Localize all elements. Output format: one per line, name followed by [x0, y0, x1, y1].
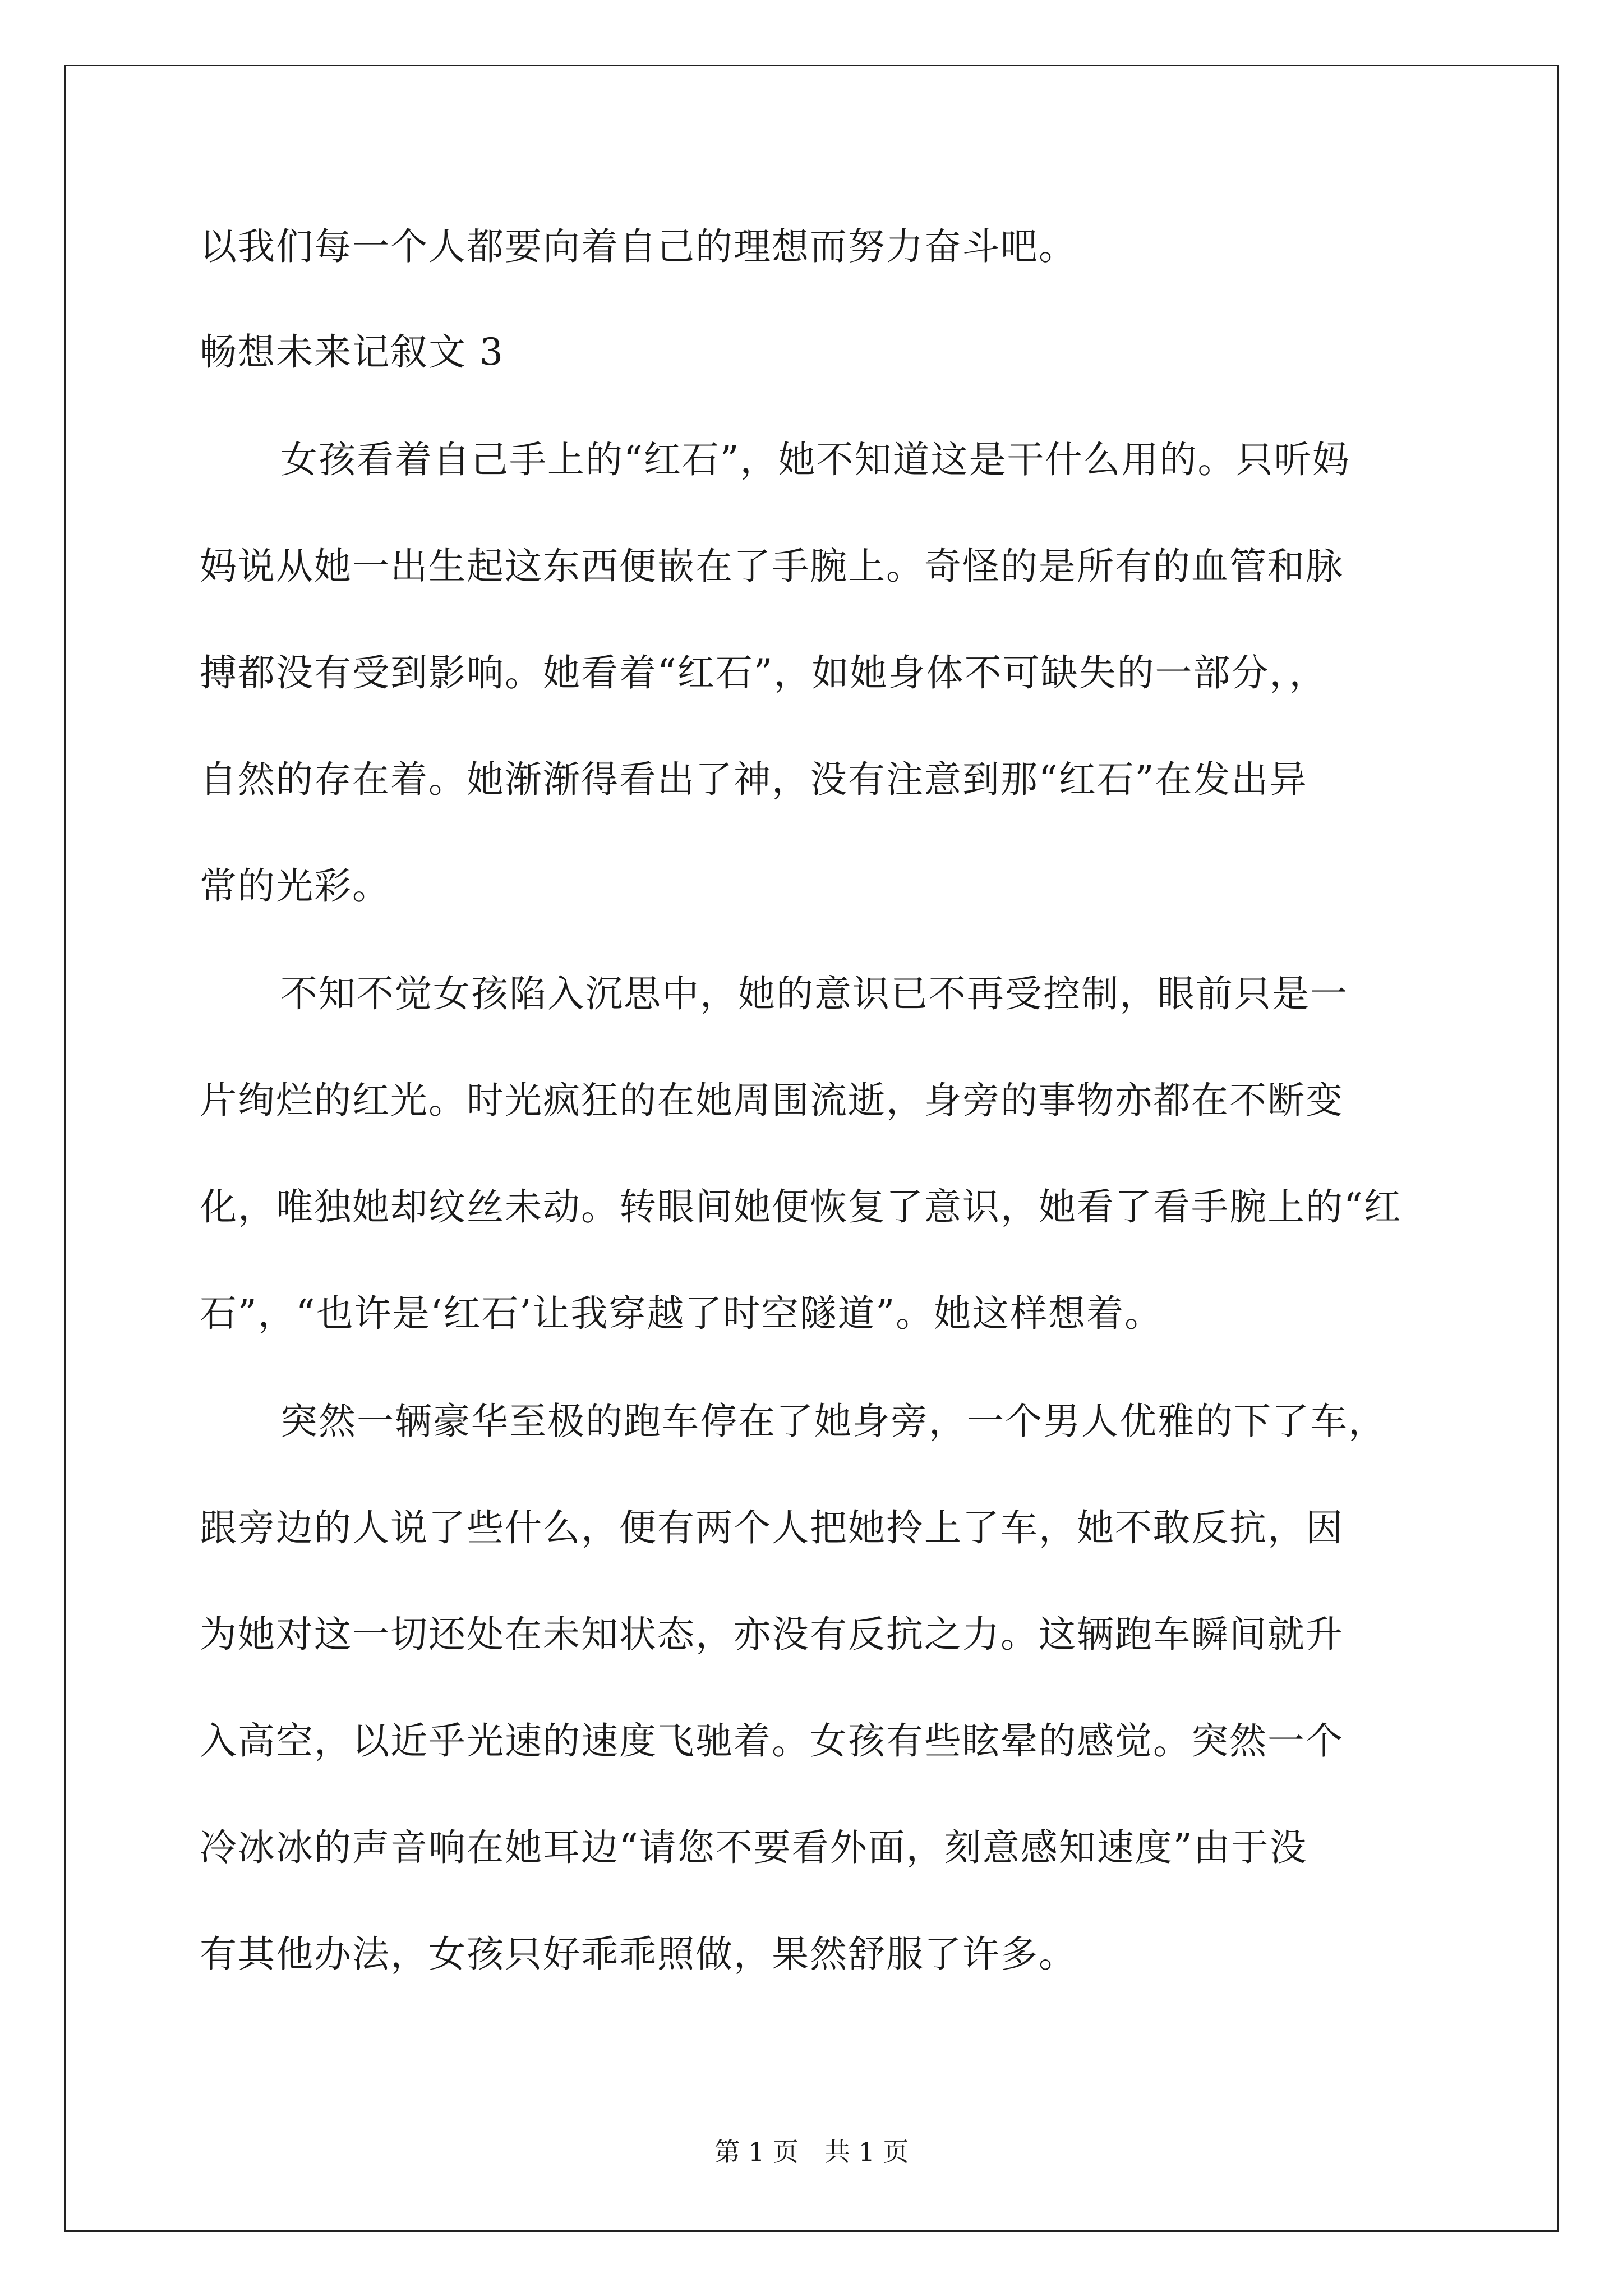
section-heading: 畅想未来记叙文 3 — [200, 330, 504, 374]
paragraph-line: 不知不觉女孩陷入沉思中，她的意识已不再受控制，眼前只是一 — [280, 972, 1348, 1015]
paragraph-line: 妈说从她一出生起这东西便嵌在了手腕上。奇怪的是所有的血管和脉 — [200, 545, 1344, 588]
paragraph-line: 女孩看着自己手上的“红石”，她不知道这是干什么用的。只听妈 — [280, 438, 1350, 481]
paragraph-line: 化，唯独她却纹丝未动。转眼间她便恢复了意识，她看了看手腕上的“红 — [200, 1185, 1402, 1228]
paragraph-line: 突然一辆豪华至极的跑车停在了她身旁，一个男人优雅的下了车， — [280, 1400, 1386, 1443]
paragraph-line: 常的光彩。 — [200, 864, 390, 908]
paragraph-line: 跟旁边的人说了些什么，便有两个人把她拎上了车，她不敢反抗，因 — [200, 1506, 1344, 1549]
paragraph-line: 为她对这一切还处在未知状态，亦没有反抗之力。这辆跑车瞬间就升 — [200, 1613, 1344, 1656]
page-border — [64, 65, 1559, 2232]
page-number: 第 1 页 共 1 页 — [714, 2137, 909, 2167]
paragraph-line: 入高空，以近乎光速的速度飞驰着。女孩有些眩晕的感觉。突然一个 — [200, 1719, 1344, 1763]
paragraph-line: 石”，“也许是‘红石’让我穿越了时空隧道”。她这样想着。 — [200, 1292, 1163, 1335]
paragraph-line: 冷冰冰的声音响在她耳边“请您不要看外面，刻意感知速度”由于没 — [200, 1826, 1308, 1869]
paragraph-line: 搏都没有受到影响。她看着“红石”，如她身体不可缺失的一部分，， — [200, 651, 1327, 694]
paragraph-line: 自然的存在着。她渐渐得看出了神，没有注意到那“红石”在发出异 — [200, 758, 1308, 801]
paragraph-line: 以我们每一个人都要向着自己的理想而努力奋斗吧。 — [200, 225, 1077, 268]
paragraph-line: 有其他办法，女孩只好乖乖照做，果然舒服了许多。 — [200, 1932, 1077, 1976]
paragraph-line: 片绚烂的红光。时光疯狂的在她周围流逝，身旁的事物亦都在不断变 — [200, 1079, 1344, 1122]
